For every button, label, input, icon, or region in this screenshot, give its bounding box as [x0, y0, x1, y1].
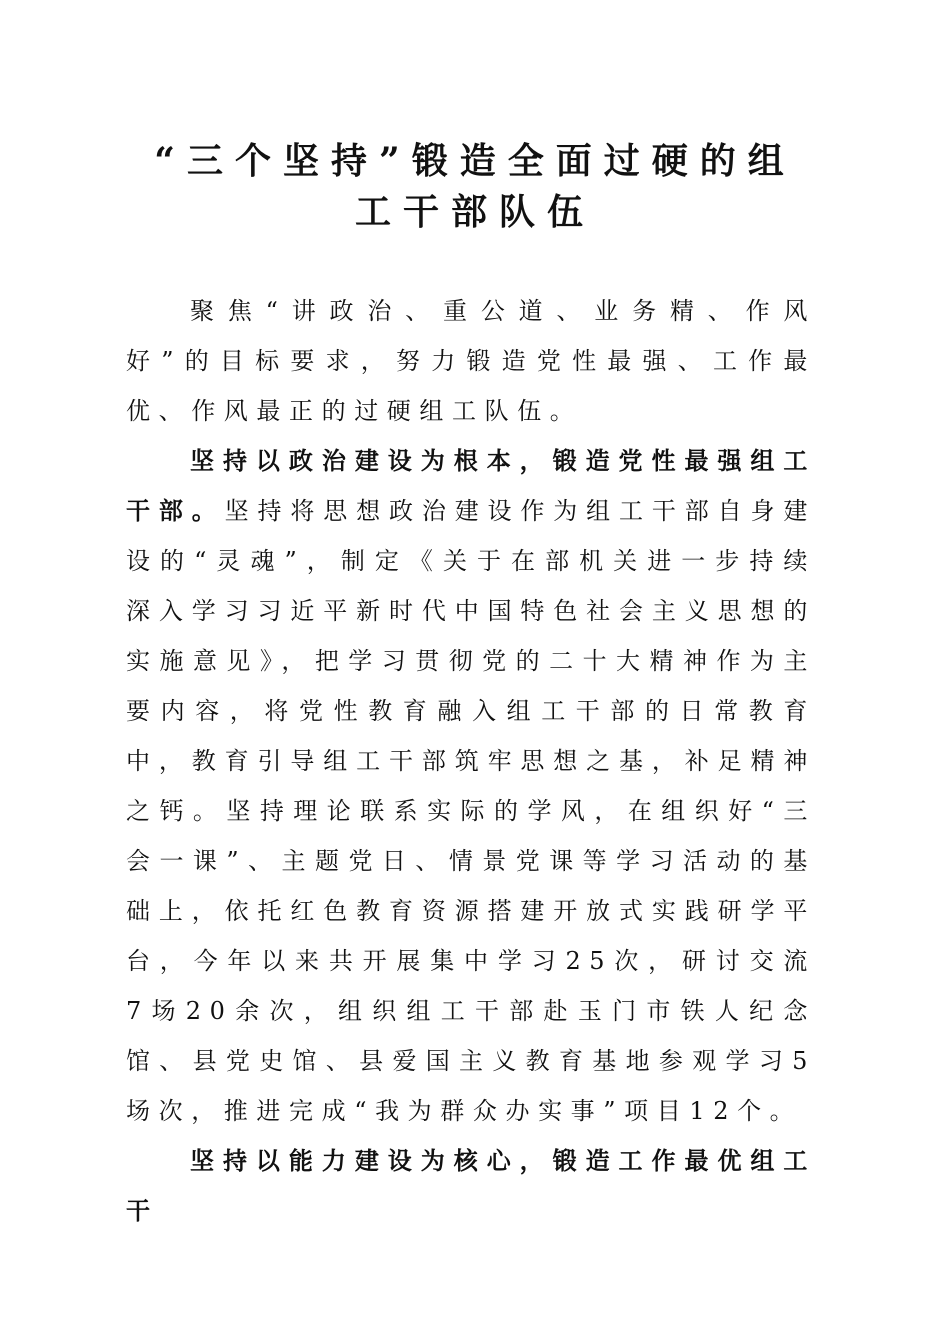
document-body [126, 286, 816, 1236]
intro-paragraph: 聚焦“讲政治、重公道、业务精、作风好”的目标要求，努力锻造党性最强、工作最优、作风最正的过硬组工队伍。 [126, 297, 816, 425]
section1-body: 坚持将思想政治建设作为组工干部自身建设的“灵魂”，制定《关于在部机关进一步持续深入学习习近平新时代中国特色社会主义思想的实施意见》，把学习贯彻党的二十大精神作为主要内容，将党性教育融入组工干部的日常教育中，教育引导组工干部筑牢思想之基，补足精神之钙。坚持理论联系实际的学风，在组织好“三会一课”、主题党日、情景党课等学习活动的基础上，依托红色教育资源搭建开放式实践研学平台，今年以来共开展集中学习25次，研讨交流7场20余次，组织组工干部赴玉门市铁人纪念馆、县党史馆、县爱国主义教育基地参观学习5场次，推进完成“我为群众办实事”项目12个。 [126, 497, 816, 1125]
document-title-line1: “三个坚持”锻造全面过硬的组 [154, 140, 796, 182]
document-title-line2: 工干部队伍 [354, 191, 595, 233]
section2-heading: 坚持以能力建设为核心，锻造工作最优组工干 [126, 1146, 816, 1225]
section1-paragraph [126, 436, 816, 1136]
section1-heading: 坚持以政治建设为根本，锻造党性最强组工干部。 [126, 446, 816, 525]
section2-paragraph [126, 1136, 816, 1236]
